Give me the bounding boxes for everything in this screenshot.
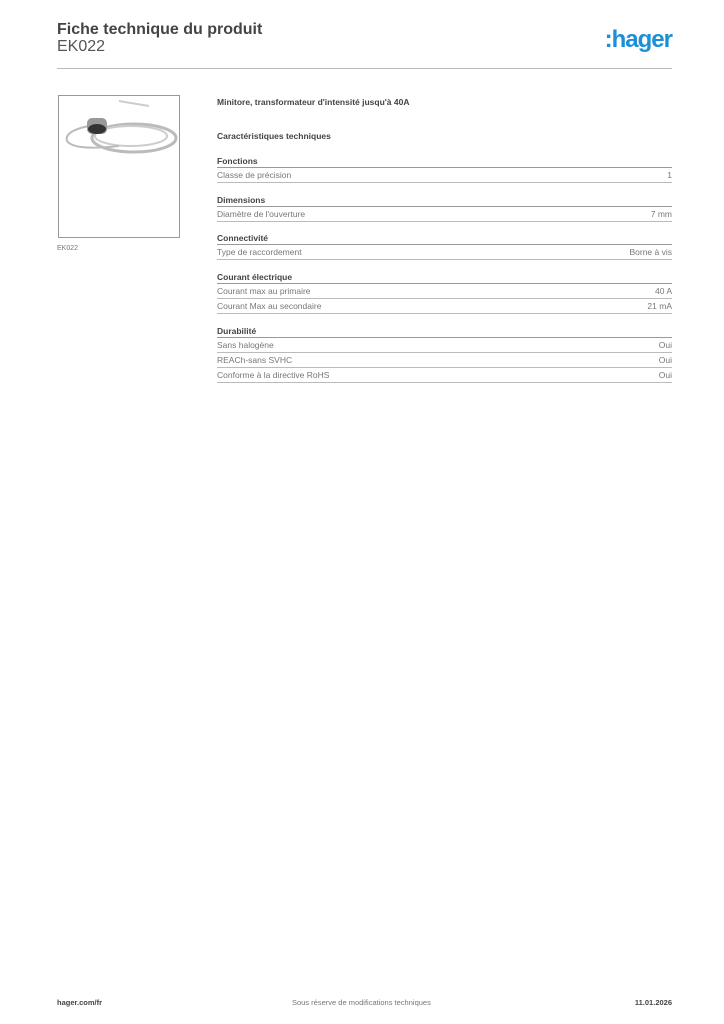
spec-value: 7 mm xyxy=(650,209,672,219)
spec-value: Oui xyxy=(658,370,672,380)
spec-value: Borne à vis xyxy=(629,247,672,257)
spec-label: Diamètre de l'ouverture xyxy=(217,209,306,219)
spec-value: 21 mA xyxy=(647,301,672,311)
spec-row xyxy=(217,245,672,260)
footer-notice: Sous réserve de modifications techniques xyxy=(292,998,431,1007)
footer-website[interactable]: hager.com/fr xyxy=(57,998,103,1007)
spec-label: Classe de précision xyxy=(217,170,292,180)
spec-value: Oui xyxy=(658,340,672,350)
group-title: Fonctions xyxy=(217,155,672,168)
spec-row xyxy=(217,353,672,368)
product-image xyxy=(58,95,180,238)
spec-group-durabilite xyxy=(217,325,672,383)
image-caption: EK022 xyxy=(57,245,79,252)
header-divider xyxy=(57,68,672,69)
section-title: Caractéristiques techniques xyxy=(217,131,331,141)
spec-value: 1 xyxy=(667,170,672,180)
spec-label: REACh-sans SVHC xyxy=(217,355,293,365)
spec-label: Type de raccordement xyxy=(217,247,302,257)
spec-row xyxy=(217,338,672,353)
spec-row xyxy=(217,284,672,299)
spec-label: Sans halogène xyxy=(217,340,274,350)
spec-value: 40 A xyxy=(654,286,672,296)
group-title: Connectivité xyxy=(217,232,672,245)
spec-group-connectivite xyxy=(217,232,672,260)
spec-group-fonctions xyxy=(217,155,672,183)
spec-label: Courant max au primaire xyxy=(217,286,311,296)
footer-date: 11.01.2026 xyxy=(634,998,672,1007)
product-code: EK022 xyxy=(57,38,106,55)
page-title: Fiche technique du produit xyxy=(57,21,263,38)
spec-label: Courant Max au secondaire xyxy=(217,301,322,311)
spec-label: Conforme à la directive RoHS xyxy=(217,370,330,380)
spec-row xyxy=(217,207,672,222)
spec-group-courant xyxy=(217,271,672,314)
group-title: Durabilité xyxy=(217,325,672,338)
hager-logo: :hager xyxy=(604,26,672,53)
spec-row xyxy=(217,299,672,314)
spec-row xyxy=(217,368,672,383)
spec-group-dimensions xyxy=(217,194,672,222)
group-title: Dimensions xyxy=(217,194,672,207)
product-headline: Minitore, transformateur d'intensité jusqu'à 40A xyxy=(217,97,410,107)
group-title: Courant électrique xyxy=(217,271,672,284)
spec-value: Oui xyxy=(658,355,672,365)
spec-row xyxy=(217,168,672,183)
